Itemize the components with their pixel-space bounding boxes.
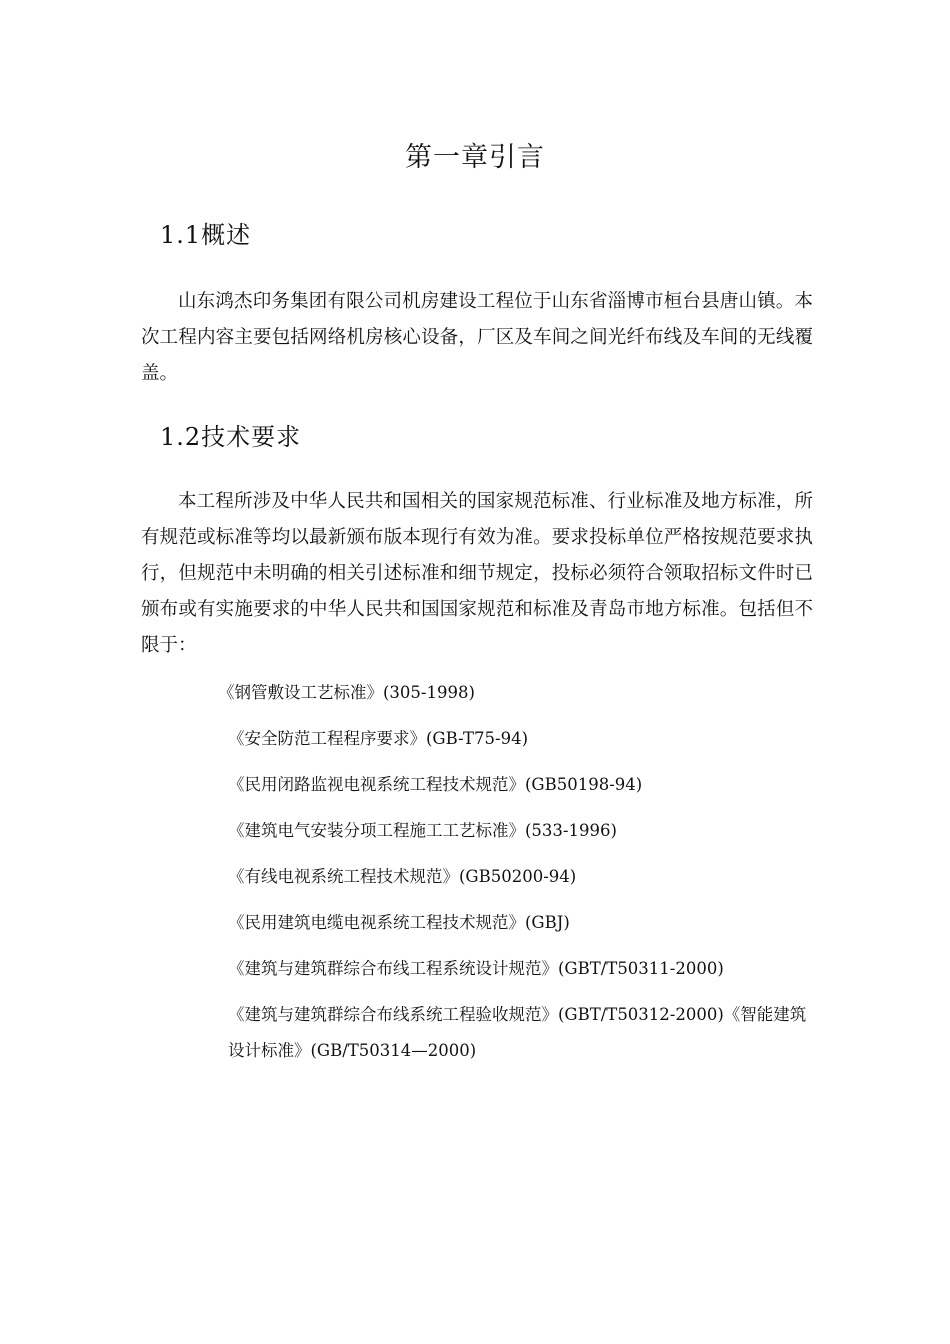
- standard-item: 《安全防范工程程序要求》(GB-T75-94): [228, 729, 529, 748]
- standard-item: 《建筑与建筑群综合布线系统工程验收规范》(GBT/T50312-2000)《智能建筑设计标准》(GB/T50314—2000): [228, 1005, 807, 1060]
- section-heading-technical-requirements: 1.2技术要求: [160, 423, 302, 451]
- standard-item: 《民用建筑电缆电视系统工程技术规范》(GBJ): [228, 913, 570, 932]
- chapter-title: 第一章引言: [405, 142, 545, 173]
- overview-paragraph: 山东鸿杰印务集团有限公司机房建设工程位于山东省淄博市桓台县唐山镇。本次工程内容主要包括网络机房核心设备，厂区及车间之间光纤布线及车间的无线覆盖。: [141, 291, 813, 384]
- standards-list: [218, 681, 818, 1091]
- standard-item: 《民用闭路监视电视系统工程技术规范》(GB50198-94): [228, 775, 643, 794]
- standard-item: 《建筑电气安装分项工程施工工艺标准》(533-1996): [228, 821, 617, 840]
- standard-item: 《建筑与建筑群综合布线工程系统设计规范》(GBT/T50311-2000): [228, 959, 724, 978]
- technical-requirements-paragraph: 本工程所涉及中华人民共和国相关的国家规范标准、行业标准及地方标准，所有规范或标准等均以最新颁布版本现行有效为准。要求投标单位严格按规范要求执行，但规范中未明确的相关引述标准和细节规定，投标必须符合领取招标文件时已颁布或有实施要求的中华人民共和国国家规范和标准及青岛市地方标准。包括但不限于：: [141, 491, 813, 656]
- standard-item: 《有线电视系统工程技术规范》(GB50200-94): [228, 867, 577, 886]
- standard-item: 《钢管敷设工艺标准》(305-1998): [218, 683, 475, 702]
- section-heading-overview: 1.1概述: [160, 221, 252, 249]
